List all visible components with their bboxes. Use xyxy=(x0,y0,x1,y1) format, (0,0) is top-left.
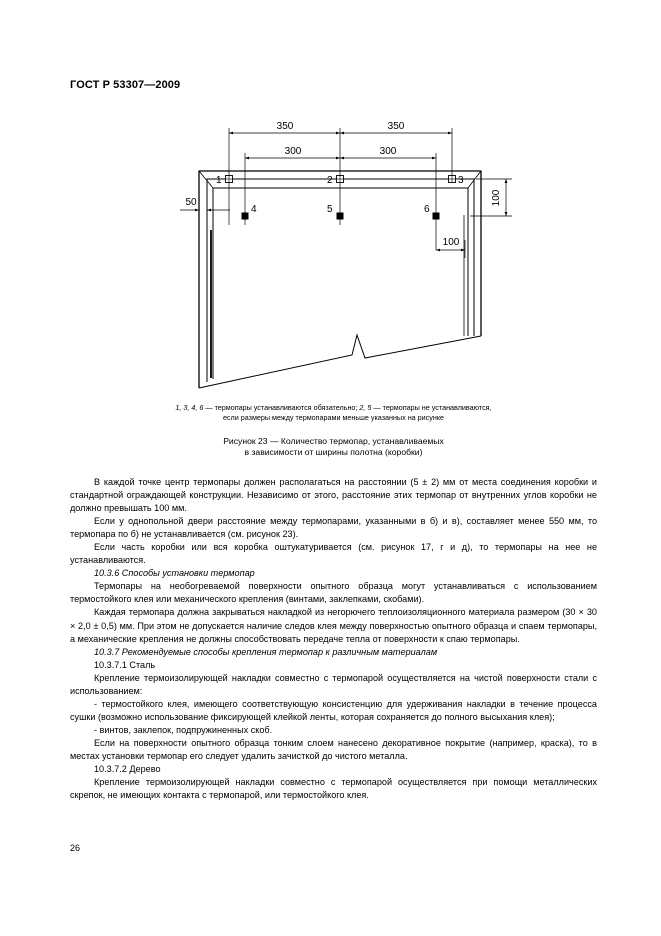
list-item: - винтов, заклепок, подпружиненных скоб. xyxy=(94,724,273,735)
document-header: ГОСТ Р 53307—2009 xyxy=(70,79,181,91)
paragraph: В каждой точке центр термопары должен располагаться на расстоянии (5 ± 2) мм от места соединения коробки и стандартной ограждающей конструкции. Независимо от этого, расстояние этих термопар от внутренних углов коробки не должно превышать 100 мм. xyxy=(70,477,597,514)
paragraph: Крепление термоизолирующей накладки совместно с термопарой осуществляется при помощи металлических скрепок, не имеющих контакта с термопарой, или термостойкого клея. xyxy=(70,777,597,801)
point-label-5: 5 xyxy=(327,204,333,215)
dim-bottom-right: 100 xyxy=(442,237,460,248)
paragraph: Если на поверхности опытного образца тонким слоем нанесено декоративное покрытие (например, краска), то в местах установки термопар его следует удалить зачисткой до чистого металла. xyxy=(70,737,597,761)
section-heading-10-3-7-1: 10.3.7.1 Сталь xyxy=(94,659,156,670)
thermocouple-4-marker xyxy=(242,213,249,220)
paragraph: Каждая термопара должна закрываться накладкой из негорючего теплоизоляционного материала размером (30 × 30 × 2,0 ± 0,5) мм. При этом не допускается наличие следов клея между поверхностью опытного образца и спаем термопары, а механические крепления не должны способствовать передаче тепла от поверхности к спаю термопары. xyxy=(70,607,597,644)
caption-line-2: в зависимости от ширины полотна (коробки) xyxy=(244,447,423,457)
paragraph: Термопары на необогреваемой поверхности опытного образца могут устанавливаться с использованием термостойкого клея или механического крепления (винтами, заклепками, скобами). xyxy=(70,581,597,605)
page-number: 26 xyxy=(70,843,81,853)
thermocouple-5-marker xyxy=(337,213,344,220)
dimension-labels xyxy=(185,121,502,248)
point-label-2: 2 xyxy=(327,175,333,186)
thermocouple-layout-figure xyxy=(0,0,661,400)
figure-legend xyxy=(70,403,597,423)
legend-nums-a: 1, 3, 4, 6 xyxy=(175,403,204,412)
paragraph: Если часть коробки или вся коробка оштукатуривается (см. рисунок 17, г и д), то термопары на нее не устанавливаются. xyxy=(70,542,597,566)
dim-left-offset: 50 xyxy=(185,197,197,208)
legend-line-1 xyxy=(70,403,597,413)
dim-inner-right: 300 xyxy=(379,146,397,157)
dim-side-right: 100 xyxy=(491,189,502,207)
point-label-3: 3 xyxy=(458,175,464,186)
legend-text-a: — термопары устанавливаются обязательно; xyxy=(203,403,360,412)
thermocouple-points xyxy=(226,176,456,220)
paragraph: Крепление термоизолирующей накладки совместно с термопарой осуществляется на чистой поверхности стали с использованием: xyxy=(70,672,597,696)
caption-line-1: Рисунок 23 — Количество термопар, устанавливаемых xyxy=(223,436,444,446)
dim-inner-left: 300 xyxy=(284,146,302,157)
point-label-6: 6 xyxy=(424,204,430,215)
dimension-lines xyxy=(180,128,512,258)
section-heading-10-3-7: 10.3.7 Рекомендуемые способы крепления термопар к различным материалам xyxy=(94,646,438,657)
legend-nums-b: 2, 5 xyxy=(359,403,372,412)
point-label-1: 1 xyxy=(216,175,222,186)
point-label-4: 4 xyxy=(251,204,257,215)
section-heading-10-3-6: 10.3.6 Способы установки термопар xyxy=(94,568,255,579)
legend-text-b: — термопары не устанавливаются, xyxy=(371,403,492,412)
paragraph: Если у однопольной двери расстояние между термопарами, указанными в б) и в), составляет менее 550 мм, то термопара по б) не устанавливается (см. рисунок 23). xyxy=(70,516,597,540)
body-text xyxy=(70,476,597,802)
dim-top-right: 350 xyxy=(387,121,405,132)
list-item: - термостойкого клея, имеющего соответствующую консистенцию для удерживания накладки в течение процесса сушки (возможно использование фиксирующей клейкой ленты, которая сохраняется до полного высыхания клея); xyxy=(70,698,597,722)
figure-caption xyxy=(70,436,597,458)
section-heading-10-3-7-2: 10.3.7.2 Дерево xyxy=(94,764,161,775)
thermocouple-6-marker xyxy=(433,213,440,220)
legend-line-2: если размеры между термопарами меньше указанных на рисунке xyxy=(222,413,445,422)
dim-top-left: 350 xyxy=(276,121,294,132)
